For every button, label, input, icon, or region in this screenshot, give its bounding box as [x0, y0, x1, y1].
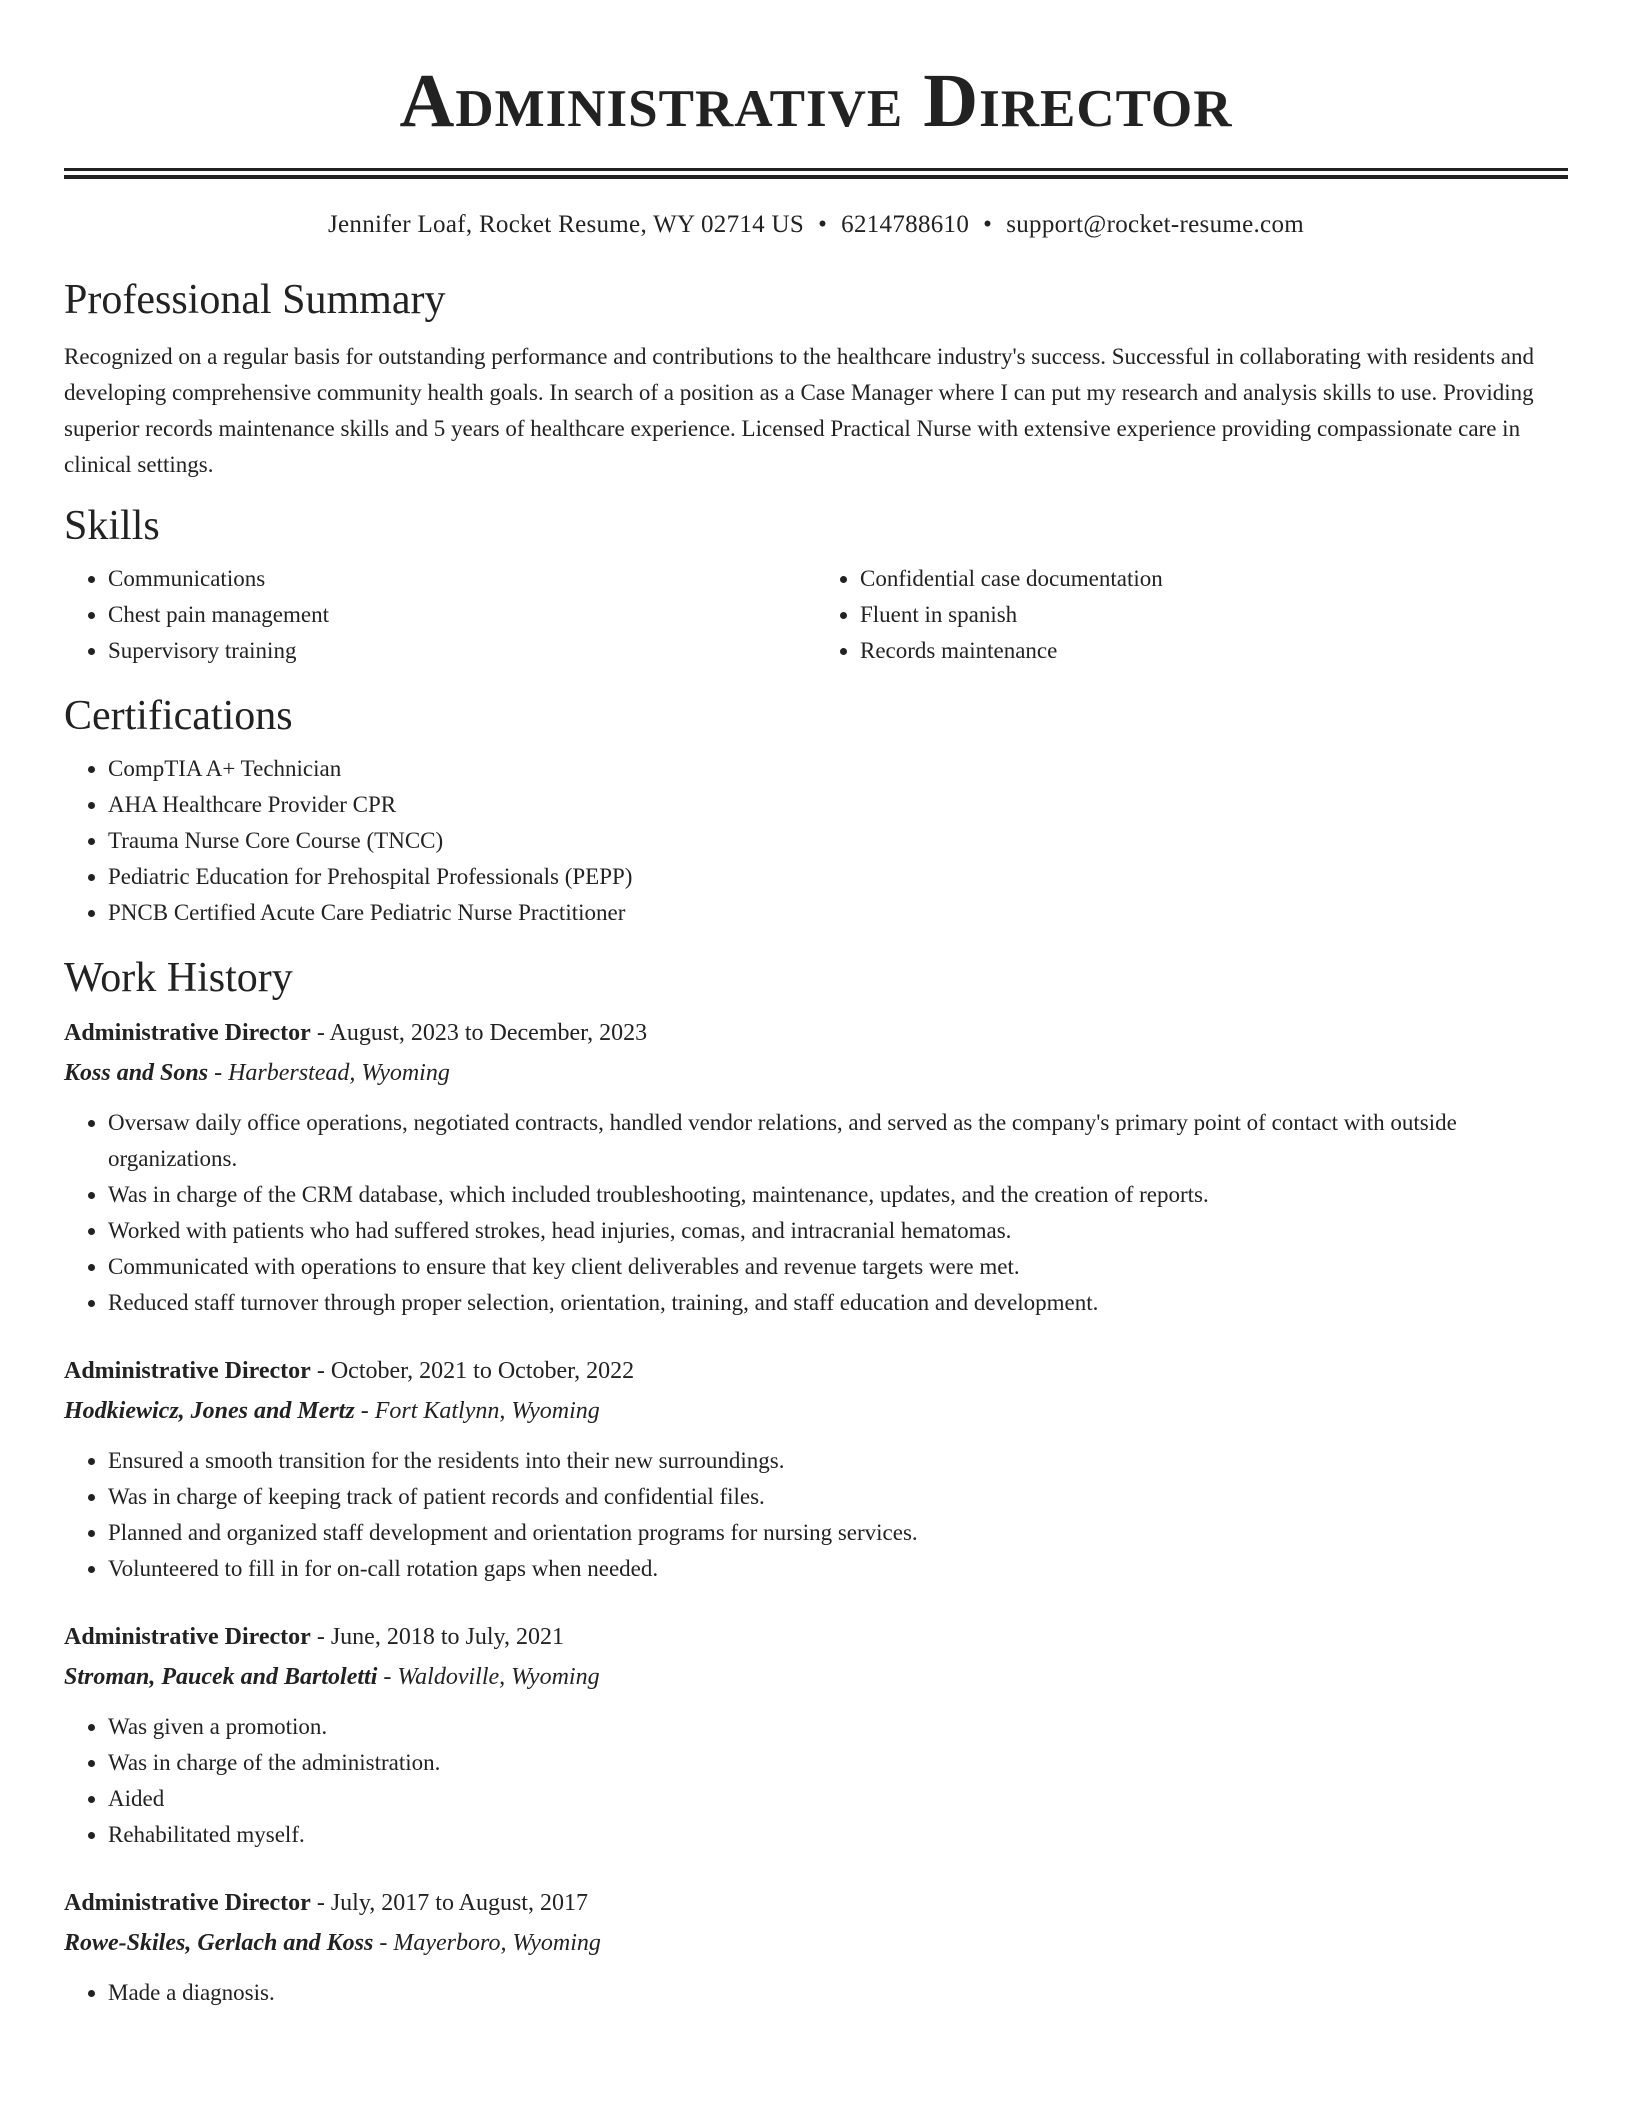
job-duty: • Was in charge of the administration. — [108, 1745, 1568, 1781]
skills-columns — [64, 561, 1568, 669]
contact-separator: • — [818, 211, 828, 238]
job-dash: - — [316, 1358, 325, 1384]
certifications-list — [64, 751, 1568, 931]
job-employer-line — [64, 1391, 1568, 1431]
certifications-heading: Certifications — [64, 693, 293, 739]
skills-list-right — [816, 561, 1568, 669]
job-location: Waldoville, Wyoming — [397, 1664, 600, 1690]
contact-phone: 6214788610 — [841, 211, 970, 238]
job-company: Koss and Sons — [64, 1060, 209, 1086]
job-duty: • Oversaw daily office operations, negotiated contracts, handled vendor relations, and served as the company's primary point of contact with outside organizations. — [108, 1105, 1568, 1177]
job-duty: • Communicated with operations to ensure that key client deliverables and revenue targets were met. — [108, 1249, 1568, 1285]
job-duty: • Reduced staff turnover through proper selection, orientation, training, and staff education and development. — [108, 1285, 1568, 1321]
certification-item: • AHA Healthcare Provider CPR — [108, 787, 1568, 823]
job-duties-list — [64, 1443, 1568, 1587]
job-dates: June, 2018 to July, 2021 — [330, 1624, 564, 1650]
job-dash: - — [316, 1890, 325, 1916]
job-duties-list — [64, 1105, 1568, 1321]
job-duty: • Rehabilitated myself. — [108, 1817, 1568, 1853]
summary-heading: Professional Summary — [64, 277, 446, 323]
job-duty: • Made a diagnosis. — [108, 1975, 1568, 2011]
contact-email: support@rocket-resume.com — [1006, 211, 1304, 238]
job-duties-list — [64, 1975, 1568, 2011]
contact-line — [64, 209, 1568, 241]
skill-item: • Fluent in spanish — [860, 597, 1568, 633]
job-role: Administrative Director — [64, 1358, 311, 1384]
job-duty: • Ensured a smooth transition for the residents into their new surroundings. — [108, 1443, 1568, 1479]
job-dash: - — [214, 1060, 223, 1086]
job-role: Administrative Director — [64, 1624, 311, 1650]
work-history-heading: Work History — [64, 955, 293, 1001]
job-duty: • Was in charge of the CRM database, which included troubleshooting, maintenance, updates, and the creation of reports. — [108, 1177, 1568, 1213]
job-entry — [64, 1351, 1568, 1587]
job-employer-line — [64, 1657, 1568, 1697]
job-location: Harberstead, Wyoming — [228, 1060, 450, 1086]
job-duty: • Volunteered to fill in for on-call rotation gaps when needed. — [108, 1551, 1568, 1587]
skills-list-left — [64, 561, 816, 669]
job-title-line — [64, 1351, 1568, 1391]
job-duty: • Aided — [108, 1781, 1568, 1817]
job-dates: August, 2023 to December, 2023 — [329, 1020, 648, 1046]
contact-address: Jennifer Loaf, Rocket Resume, WY 02714 US — [327, 211, 805, 238]
job-duty: • Was given a promotion. — [108, 1709, 1568, 1745]
job-duty: • Planned and organized staff development and orientation programs for nursing services. — [108, 1515, 1568, 1551]
job-title-line — [64, 1617, 1568, 1657]
job-employer-line — [64, 1923, 1568, 1963]
job-dash: - — [379, 1930, 388, 1956]
job-entry — [64, 1883, 1568, 2011]
resume-title: Administrative Director — [399, 59, 1233, 143]
skill-item: • Confidential case documentation — [860, 561, 1568, 597]
job-dash: - — [316, 1020, 325, 1046]
job-role: Administrative Director — [64, 1890, 311, 1916]
job-title-line — [64, 1013, 1568, 1053]
job-dates: October, 2021 to October, 2022 — [330, 1358, 635, 1384]
job-company: Hodkiewicz, Jones and Mertz — [64, 1398, 355, 1424]
job-duties-list — [64, 1709, 1568, 1853]
job-dash: - — [383, 1664, 392, 1690]
job-employer-line — [64, 1053, 1568, 1093]
job-entry — [64, 1013, 1568, 1321]
title-divider — [64, 168, 1568, 179]
certification-item: • CompTIA A+ Technician — [108, 751, 1568, 787]
job-company: Rowe-Skiles, Gerlach and Koss — [64, 1930, 374, 1956]
job-dates: July, 2017 to August, 2017 — [330, 1890, 588, 1916]
skill-item: • Communications — [108, 561, 816, 597]
job-title-line — [64, 1883, 1568, 1923]
certification-item: • Trauma Nurse Core Course (TNCC) — [108, 823, 1568, 859]
contact-separator: • — [983, 211, 993, 238]
summary-text: Recognized on a regular basis for outstanding performance and contributions to the healthcare industry's success. Successful in collaborating with residents and developing comprehensive community health goals. In search of a position as a Case Manager where I can put my research and analysis skills to use. Providing superior records maintenance skills and 5 years of healthcare experience. Licensed Practical Nurse with extensive experience providing compassionate care in clinical settings. — [64, 344, 1534, 477]
certification-item: • Pediatric Education for Prehospital Professionals (PEPP) — [108, 859, 1568, 895]
skill-item: • Records maintenance — [860, 633, 1568, 669]
job-location: Fort Katlynn, Wyoming — [374, 1398, 600, 1424]
certification-item: • PNCB Certified Acute Care Pediatric Nurse Practitioner — [108, 895, 1568, 931]
job-company: Stroman, Paucek and Bartoletti — [64, 1664, 378, 1690]
job-role: Administrative Director — [64, 1020, 311, 1046]
skill-item: • Supervisory training — [108, 633, 816, 669]
job-dash: - — [360, 1398, 369, 1424]
job-duty: • Was in charge of keeping track of patient records and confidential files. — [108, 1479, 1568, 1515]
job-dash: - — [316, 1624, 325, 1650]
job-entry — [64, 1617, 1568, 1853]
job-duty: • Worked with patients who had suffered strokes, head injuries, comas, and intracranial hematomas. — [108, 1213, 1568, 1249]
skills-heading: Skills — [64, 503, 160, 549]
skill-item: • Chest pain management — [108, 597, 816, 633]
job-location: Mayerboro, Wyoming — [393, 1930, 601, 1956]
